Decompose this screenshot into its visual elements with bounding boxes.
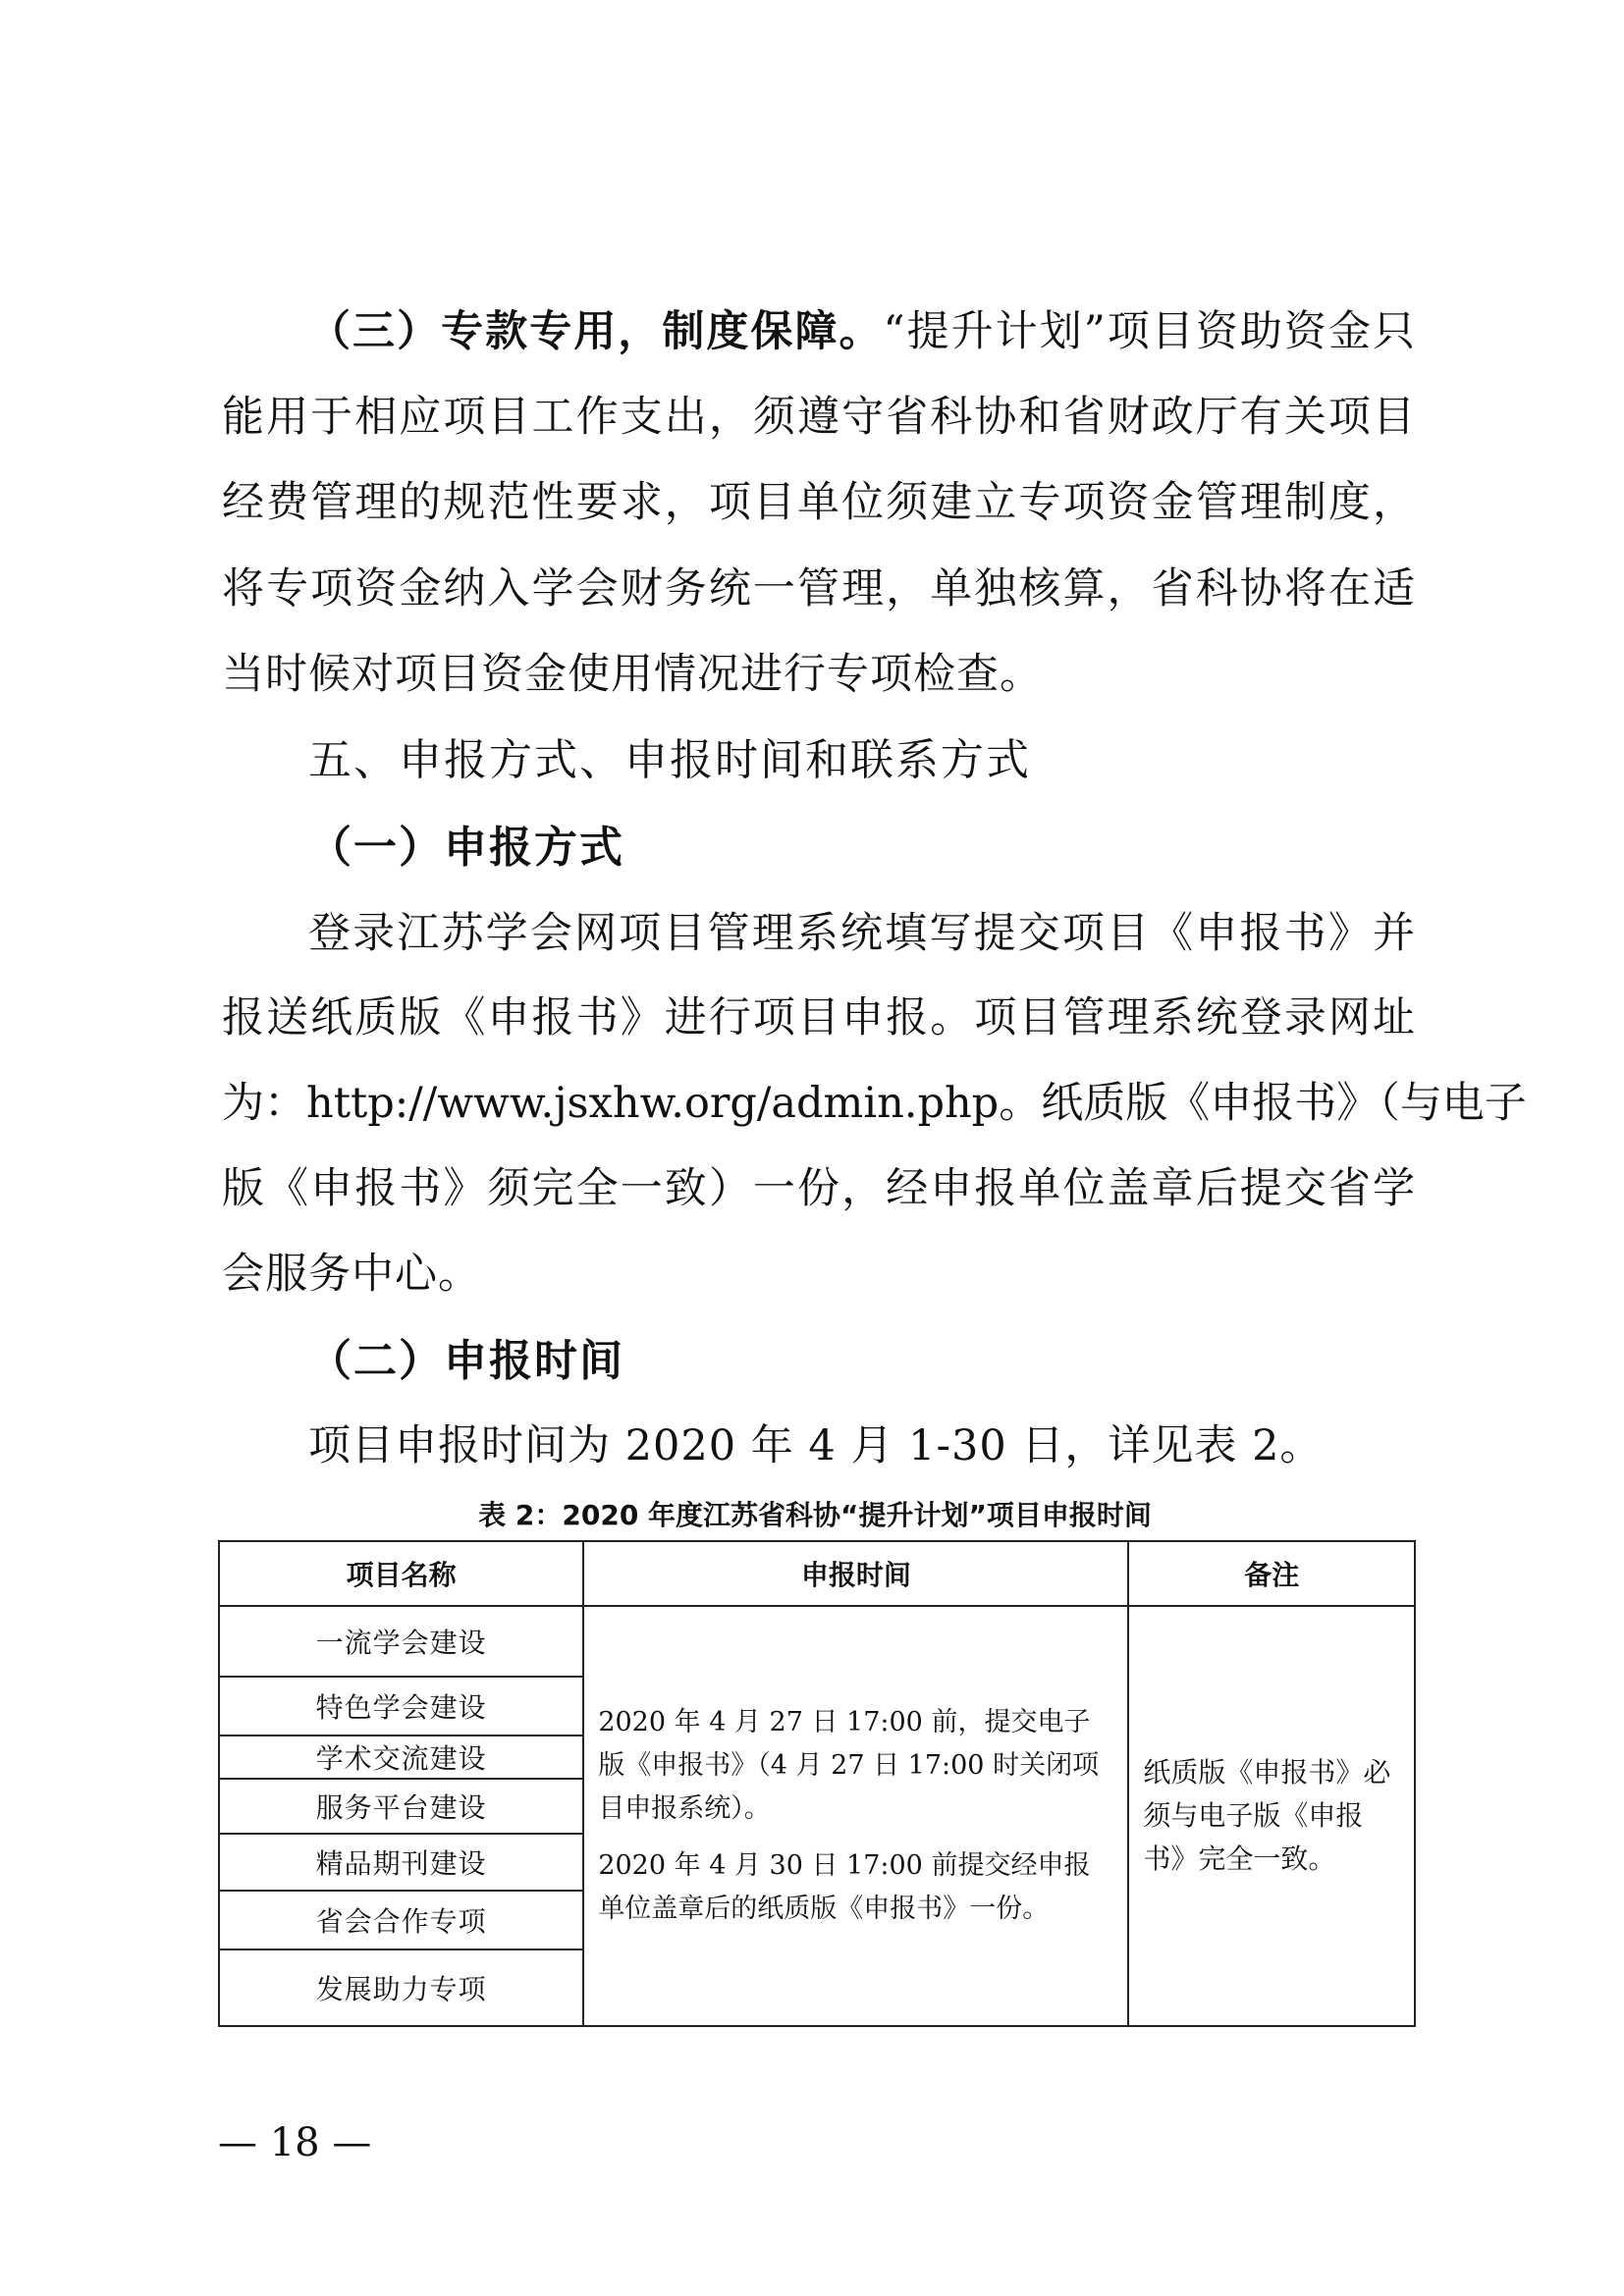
sub2-line: 项目申报时间为 2020 年 4 月 1-30 日，详见表 2。 <box>308 1421 1324 1470</box>
section3-line-2: 经费管理的规范性要求，项目单位须建立专项资金管理制度， <box>222 478 1416 527</box>
sub1-line-1: 报送纸质版《申报书》进行项目申报。项目管理系统登录网址 <box>222 993 1416 1042</box>
sub1-line-2: 为：http://www.jsxhw.org/admin.php。纸质版《申报书》（与电子 <box>222 1079 1527 1128</box>
table-header-row <box>219 1541 1415 1606</box>
apply-time-paper: 2020 年 4 月 30 日 17:00 前提交经申报单位盖章后的纸质版《申报书》一份。 <box>598 1850 1091 1924</box>
schedule-table <box>218 1540 1416 2027</box>
header-project-name: 项目名称 <box>219 1541 583 1606</box>
apply-time-electronic: 2020 年 4 月 27 日 17:00 前，提交电子版《申报书》（4 月 27 日 17:00 时关闭项目申报系统）。 <box>598 1707 1100 1824</box>
sub1-line-3: 版《申报书》须完全一致）一份，经申报单位盖章后提交省学 <box>222 1164 1416 1213</box>
header-apply-time: 申报时间 <box>583 1541 1128 1606</box>
item-cell: 学术交流建设 <box>219 1735 583 1779</box>
item-cell: 精品期刊建设 <box>219 1834 583 1891</box>
table-caption: 表 2：2020 年度江苏省科协“提升计划”项目申报时间 <box>478 1499 1152 1531</box>
section3-line-0: “提升计划”项目资助资金只 <box>883 307 1417 356</box>
page-number: — 18 — <box>218 2120 372 2165</box>
item-cell: 省会合作专项 <box>219 1891 583 1949</box>
remarks-cell: 纸质版《申报书》必须与电子版《申报书》完全一致。 <box>1128 1606 1415 2026</box>
item-cell: 服务平台建设 <box>219 1779 583 1834</box>
section3-line-3: 将专项资金纳入学会财务统一管理，单独核算，省科协将在适 <box>222 564 1416 614</box>
apply-time-cell <box>583 1606 1128 2026</box>
sub1-line-4: 会服务中心。 <box>222 1250 481 1299</box>
header-remarks: 备注 <box>1128 1541 1415 1606</box>
section3-line-4: 当时候对项目资金使用情况进行专项检查。 <box>222 650 1043 699</box>
item-cell: 特色学会建设 <box>219 1677 583 1735</box>
item-cell: 一流学会建设 <box>219 1606 583 1677</box>
section3-heading: （三）专款专用，制度保障。 <box>308 307 884 356</box>
chapter5-title: 五、申报方式、申报时间和联系方式 <box>308 735 1031 785</box>
section3-line-1: 能用于相应项目工作支出，须遵守省科协和省财政厅有关项目 <box>222 393 1416 442</box>
table-row <box>219 1606 1415 1677</box>
sub1-heading: （一）申报方式 <box>308 823 624 873</box>
section3-first-line <box>308 307 1417 356</box>
sub2-heading: （二）申报时间 <box>308 1336 624 1386</box>
sub1-line-0: 登录江苏学会网项目管理系统填写提交项目《申报书》并 <box>308 909 1416 958</box>
item-cell: 发展助力专项 <box>219 1949 583 2026</box>
